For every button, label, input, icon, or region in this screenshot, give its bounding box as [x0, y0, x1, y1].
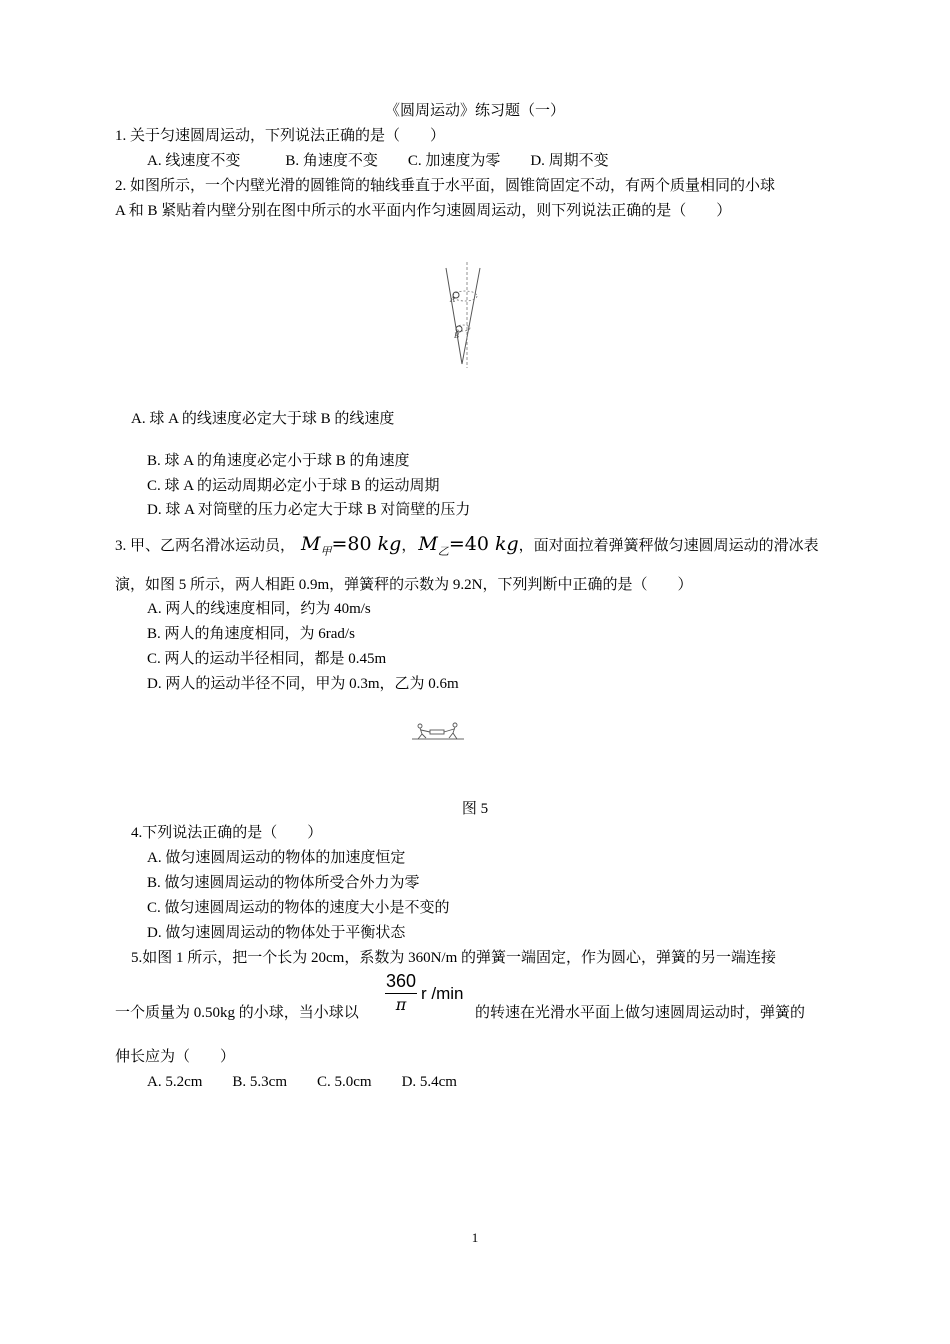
q3-stem-start: 3. 甲、乙两名滑冰运动员， — [115, 538, 296, 554]
q3-stem-line1: 3. 甲、乙两名滑冰运动员， $M_甲=80$ kg， $M_乙=40$ kg，面对面拉着弹簧秤做匀速圆周运动的滑冰表 — [115, 533, 819, 558]
page-number: 1 — [471, 1230, 479, 1245]
q5-options: A. 5.2cm B. 5.3cm C. 5.0cm D. 5.4cm — [147, 1074, 457, 1090]
q4-option-a: A. 做匀速圆周运动的物体的加速度恒定 — [147, 850, 406, 866]
q2-stem-line2: A 和 B 紧贴着内壁分别在图中所示的水平面内作匀速圆周运动，则下列说法正确的是（ ） — [115, 203, 732, 219]
q4-option-b: B. 做匀速圆周运动的物体所受合外力为零 — [147, 875, 420, 891]
q2-stem-line1: 2. 如图所示，一个内壁光滑的圆锥筒的轴线垂直于水平面，圆锥筒固定不动，有两个质量相同的小球 — [115, 178, 776, 194]
q5-stem-line3: 伸长应为（ ） — [115, 1049, 236, 1065]
q3-option-a: A. 两人的线速度相同，约为 40m/s — [147, 601, 371, 617]
q3-option-d: D. 两人的运动半径不同，甲为 0.3m，乙为 0.6m — [147, 676, 459, 692]
rotation-speed-fraction — [383, 970, 483, 1018]
cone-figure — [440, 262, 484, 370]
q2-option-a: A. 球 A 的线速度必定大于球 B 的线速度 — [131, 411, 395, 427]
fraction-unit: r /min — [421, 984, 464, 1003]
q2-option-b: B. 球 A 的角速度必定小于球 B 的角速度 — [147, 453, 410, 469]
q3-stem-end: ，面对面拉着弹簧秤做匀速圆周运动的滑冰表 — [518, 538, 819, 554]
q3-stem-line2: 演，如图 5 所示，两人相距 0.9m，弹簧秤的示数为 9.2N，下列判断中正确的是（ ） — [115, 577, 693, 593]
q5-line2-end: 的转速在光滑水平面上做匀速圆周运动时，弹簧的 — [475, 1005, 806, 1021]
skaters-figure — [410, 720, 466, 742]
fraction-denominator: π — [395, 995, 407, 1014]
q3-option-c: C. 两人的运动半径相同，都是 0.45m — [147, 651, 387, 667]
mass-jia: $M_甲=80$ kg — [301, 533, 402, 558]
page-title: 《圆周运动》练习题（一） — [384, 103, 565, 119]
fraction-numerator: 360 — [385, 971, 417, 991]
q3-option-b: B. 两人的角速度相同，为 6rad/s — [147, 626, 355, 642]
fig-label-b: B — [454, 331, 459, 340]
q4-stem: 4.下列说法正确的是（ ） — [131, 825, 323, 841]
mass-yi: $M_乙=40$ kg — [418, 533, 519, 558]
q4-option-d: D. 做匀速圆周运动的物体处于平衡状态 — [147, 925, 406, 941]
q1-stem: 1. 关于匀速圆周运动，下列说法正确的是（ ） — [115, 128, 446, 144]
q5-stem-line1: 5.如图 1 所示，把一个长为 20cm，系数为 360N/m 的弹簧一端固定，作为圆心，弹簧的另一端连接 — [131, 950, 776, 966]
q2-option-d: D. 球 A 对筒壁的压力必定大于球 B 对筒壁的压力 — [147, 502, 471, 518]
figure-5-caption: 图 5 — [461, 801, 489, 817]
q4-option-c: C. 做匀速圆周运动的物体的速度大小是不变的 — [147, 900, 450, 916]
fraction-bar — [385, 993, 417, 994]
q5-line2-start: 一个质量为 0.50kg 的小球，当小球以 — [115, 1005, 359, 1021]
q1-options: A. 线速度不变 B. 角速度不变 C. 加速度为零 D. 周期不变 — [147, 153, 609, 169]
fig-label-a: A — [450, 295, 455, 304]
q2-option-c: C. 球 A 的运动周期必定小于球 B 的运动周期 — [147, 478, 440, 494]
